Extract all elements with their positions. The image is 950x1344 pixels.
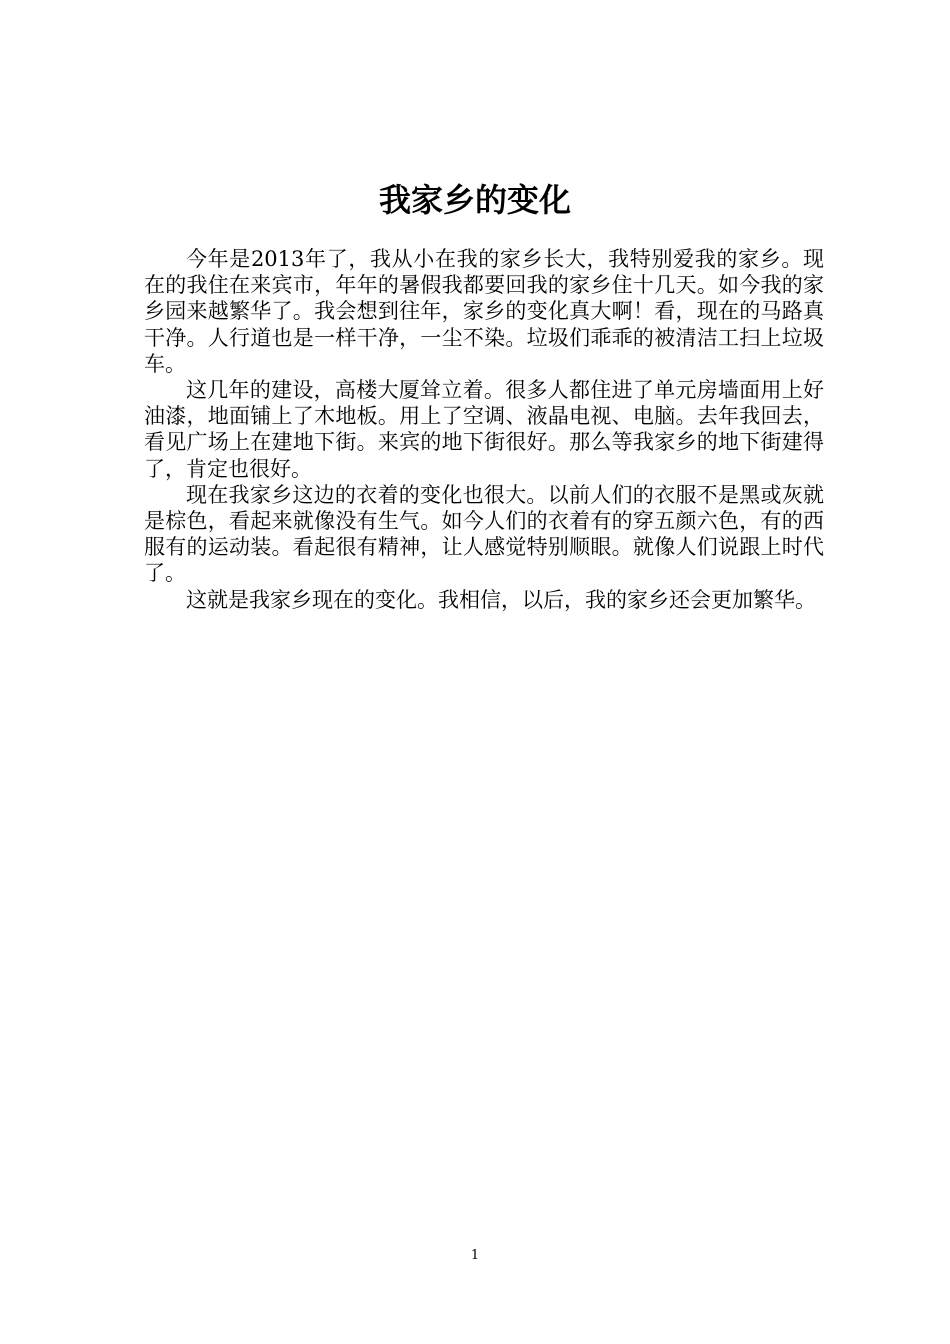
paragraph-1: 今年是2013年了，我从小在我的家乡长大，我特别爱我的家乡。现在的我住在来宾市，年年的暑假我都要回我的家乡住十几天。如今我的家乡园来越繁华了。我会想到往年，家乡的变化真大啊！看，现在的马路真干净。人行道也是一样干净，一尘不染。垃圾们乖乖的被清洁工扫上垃圾车。 [144,247,824,376]
document-title: 我家乡的变化 [378,181,571,219]
page-number: 1 [470,1248,480,1263]
paragraph-2: 这几年的建设，高楼大厦耸立着。很多人都住进了单元房墙面用上好油漆，地面铺上了木地板。用上了空调、液晶电视、电脑。去年我回去，看见广场上在建地下街。来宾的地下街很好。那么等我家乡的地下街建得了，肯定也很好。 [144,378,824,481]
paragraph-4: 这就是我家乡现在的变化。我相信，以后，我的家乡还会更加繁华。 [186,587,816,612]
document-body [144,246,824,613]
paragraph-3: 现在我家乡这边的衣着的变化也很大。以前人们的衣服不是黑或灰就是棕色，看起来就像没有生气。如今人们的衣着有的穿五颜六色，有的西服有的运动装。看起很有精神，让人感觉特别顺眼。就像人们说跟上时代了。 [144,482,824,586]
